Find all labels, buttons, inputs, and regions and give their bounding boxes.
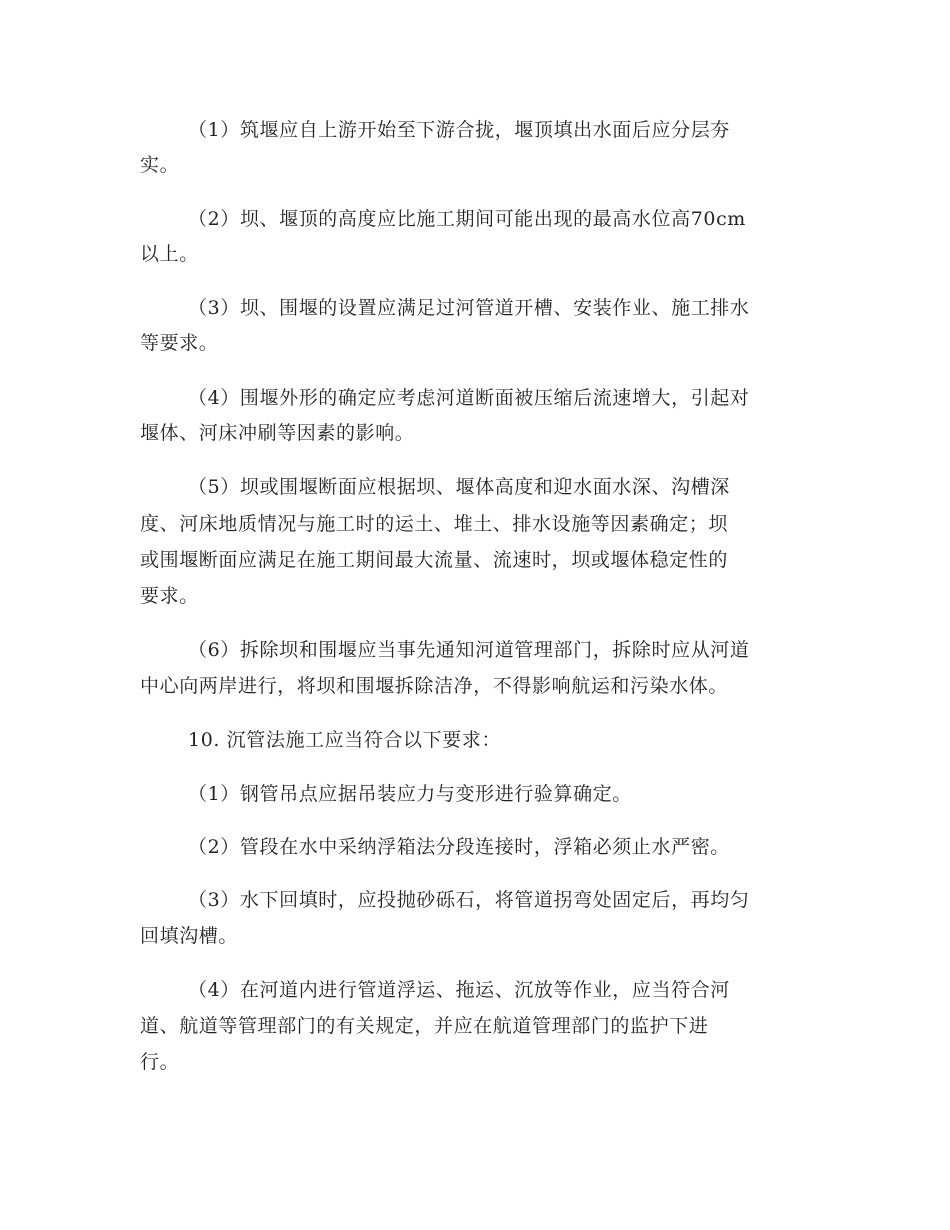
text-line: （6）拆除坝和围堰应当事先通知河道管理部门，拆除时应从河道 — [188, 639, 750, 661]
text-line: 等要求。 — [140, 332, 219, 354]
text-line: （2）坝、堰顶的高度应比施工期间可能出现的最高水位高70cm — [188, 208, 746, 230]
text-line: 以上。 — [140, 243, 199, 265]
text-line: （1）筑堰应自上游开始至下游合拢，堰顶填出水面后应分层夯 — [188, 119, 730, 141]
text-line: 堰体、河床冲刷等因素的影响。 — [140, 422, 415, 444]
text-line: （1）钢管吊点应据吊装应力与变形进行验算确定。 — [188, 783, 632, 805]
text-line: （2）管段在水中采纳浮箱法分段连接时，浮箱必须止水严密。 — [188, 836, 730, 858]
text-line: 10. 沉管法施工应当符合以下要求： — [188, 729, 502, 751]
text-line: 行。 — [140, 1051, 180, 1073]
text-line: 实。 — [140, 154, 180, 176]
text-line: （4）在河道内进行管道浮运、拖运、沉放等作业，应当符合河 — [188, 979, 730, 1001]
text-line: （3）水下回填时，应投抛砂砾石，将管道拐弯处固定后，再均匀 — [188, 889, 750, 911]
text-line: （4）围堰外形的确定应考虑河道断面被压缩后流速增大，引起对 — [188, 387, 750, 409]
text-line: （5）坝或围堰断面应根据坝、堰体高度和迎水面水深、沟槽深 — [188, 476, 730, 498]
text-line: 中心向两岸进行，将坝和围堰拆除洁净，不得影响航运和污染水体。 — [140, 675, 729, 697]
text-line: 或围堰断面应满足在施工期间最大流量、流速时，坝或堰体稳定性的 — [140, 549, 729, 571]
text-line: 道、航道等管理部门的有关规定，并应在航道管理部门的监护下进 — [140, 1015, 709, 1037]
text-line: 度、河床地质情况与施工时的运土、堆土、排水设施等因素确定；坝 — [140, 513, 729, 535]
text-line: 回填沟槽。 — [140, 925, 239, 947]
text-line: 要求。 — [140, 585, 199, 607]
text-line: （3）坝、围堰的设置应满足过河管道开槽、安装作业、施工排水 — [188, 297, 750, 319]
